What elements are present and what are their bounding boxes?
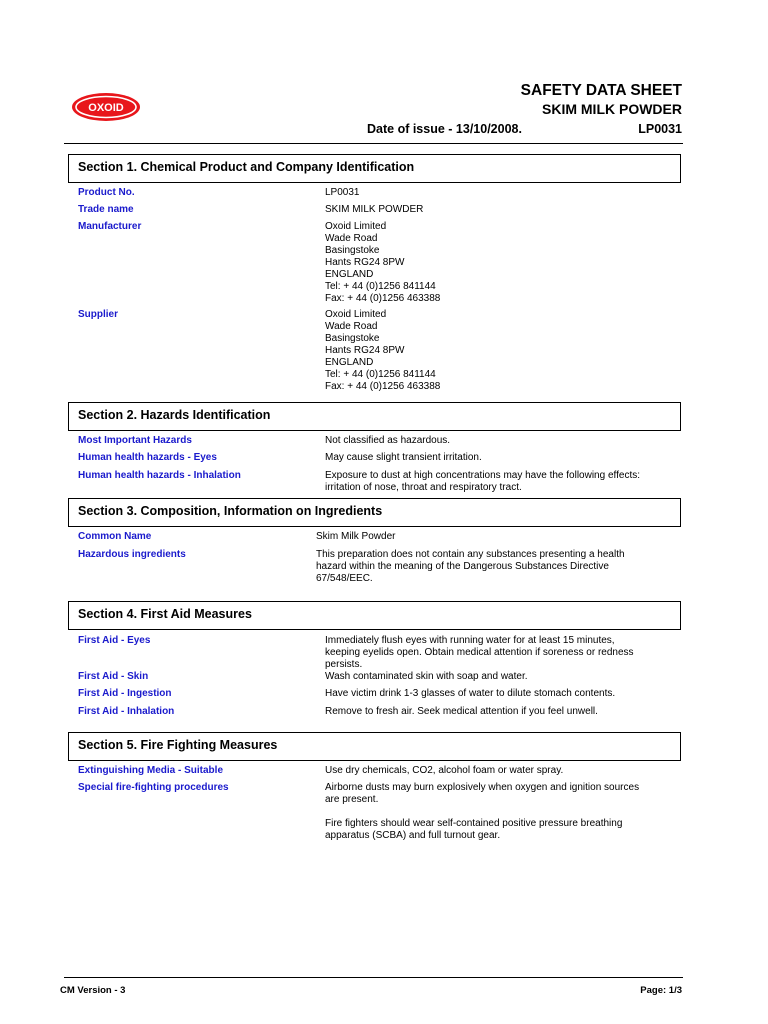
header-divider [64, 143, 683, 144]
row-label: First Aid - Eyes [78, 635, 151, 646]
row-value: Wash contaminated skin with soap and water. [325, 671, 528, 682]
footer-divider [64, 977, 683, 978]
section-5-header [68, 732, 681, 761]
row-label: Supplier [78, 309, 119, 320]
oxoid-logo [71, 92, 141, 122]
row-value: Have victim drink 1-3 glasses of water to dilute stomach contents. [325, 688, 616, 699]
section-3-header [68, 498, 681, 527]
section-title: Section 2. Hazards Identification [78, 408, 271, 422]
product-code: LP0031 [638, 122, 682, 136]
section-1-header [68, 154, 681, 183]
row-value: LP0031 [325, 187, 360, 198]
row-value: May cause slight transient irritation. [325, 452, 482, 463]
row-label: Trade name [78, 204, 134, 215]
product-subtitle: SKIM MILK POWDER [542, 101, 682, 117]
logo-text: OXOID [88, 102, 124, 115]
row-label: First Aid - Inhalation [78, 706, 175, 717]
row-label: Product No. [78, 187, 135, 198]
row-label: Most Important Hazards [78, 435, 192, 446]
version-label: CM Version - 3 [60, 985, 126, 996]
row-value: Airborne dusts may burn explosively when oxygen and ignition sources are present. Fire fighters should wear self-contained positive pressure breathing apparatus (SCBA) and full turnout gear. [325, 782, 640, 841]
section-4-header [68, 601, 681, 630]
row-label: Common Name [78, 531, 152, 542]
row-value: Remove to fresh air. Seek medical attention if you feel unwell. [325, 706, 598, 717]
row-label: Human health hazards - Inhalation [78, 470, 241, 481]
date-of-issue: Date of issue - 13/10/2008. [367, 122, 522, 136]
row-label: Hazardous ingredients [78, 549, 186, 560]
row-value: Immediately flush eyes with running water for at least 15 minutes, keeping eyelids open. Obtain medical attention if soreness or redness persists. [325, 635, 634, 670]
row-value: Skim Milk Powder [316, 531, 396, 542]
row-label: Extinguishing Media - Suitable [78, 765, 224, 776]
row-label: Special fire-fighting procedures [78, 782, 229, 793]
section-title: Section 4. First Aid Measures [78, 607, 252, 621]
row-label: Manufacturer [78, 221, 142, 232]
row-value: SKIM MILK POWDER [325, 204, 424, 215]
row-label: Human health hazards - Eyes [78, 452, 217, 463]
page-number: Page: 1/3 [640, 985, 682, 996]
row-value: This preparation does not contain any substances presenting a health hazard within the meaning of the Dangerous Substances Directive 67/548/EEC. [316, 549, 625, 584]
section-title: Section 5. Fire Fighting Measures [78, 738, 278, 752]
row-label: First Aid - Skin [78, 671, 149, 682]
row-value: Exposure to dust at high concentrations may have the following effects: irritation of nose, throat and respiratory tract. [325, 470, 640, 493]
row-value: Not classified as hazardous. [325, 435, 451, 446]
section-title: Section 3. Composition, Information on Ingredients [78, 504, 383, 518]
row-value: Use dry chemicals, CO2, alcohol foam or water spray. [325, 765, 564, 776]
row-value: Oxoid Limited Wade Road Basingstoke Hants RG24 8PW ENGLAND Tel: + 44 (0)1256 841144 Fax: + 44 (0)1256 463388 [325, 309, 441, 392]
document-title: SAFETY DATA SHEET [520, 82, 682, 99]
row-value: Oxoid Limited Wade Road Basingstoke Hants RG24 8PW ENGLAND Tel: + 44 (0)1256 841144 Fax: + 44 (0)1256 463388 [325, 221, 441, 304]
row-label: First Aid - Ingestion [78, 688, 172, 699]
section-title: Section 1. Chemical Product and Company Identification [78, 160, 415, 174]
section-2-header [68, 402, 681, 431]
